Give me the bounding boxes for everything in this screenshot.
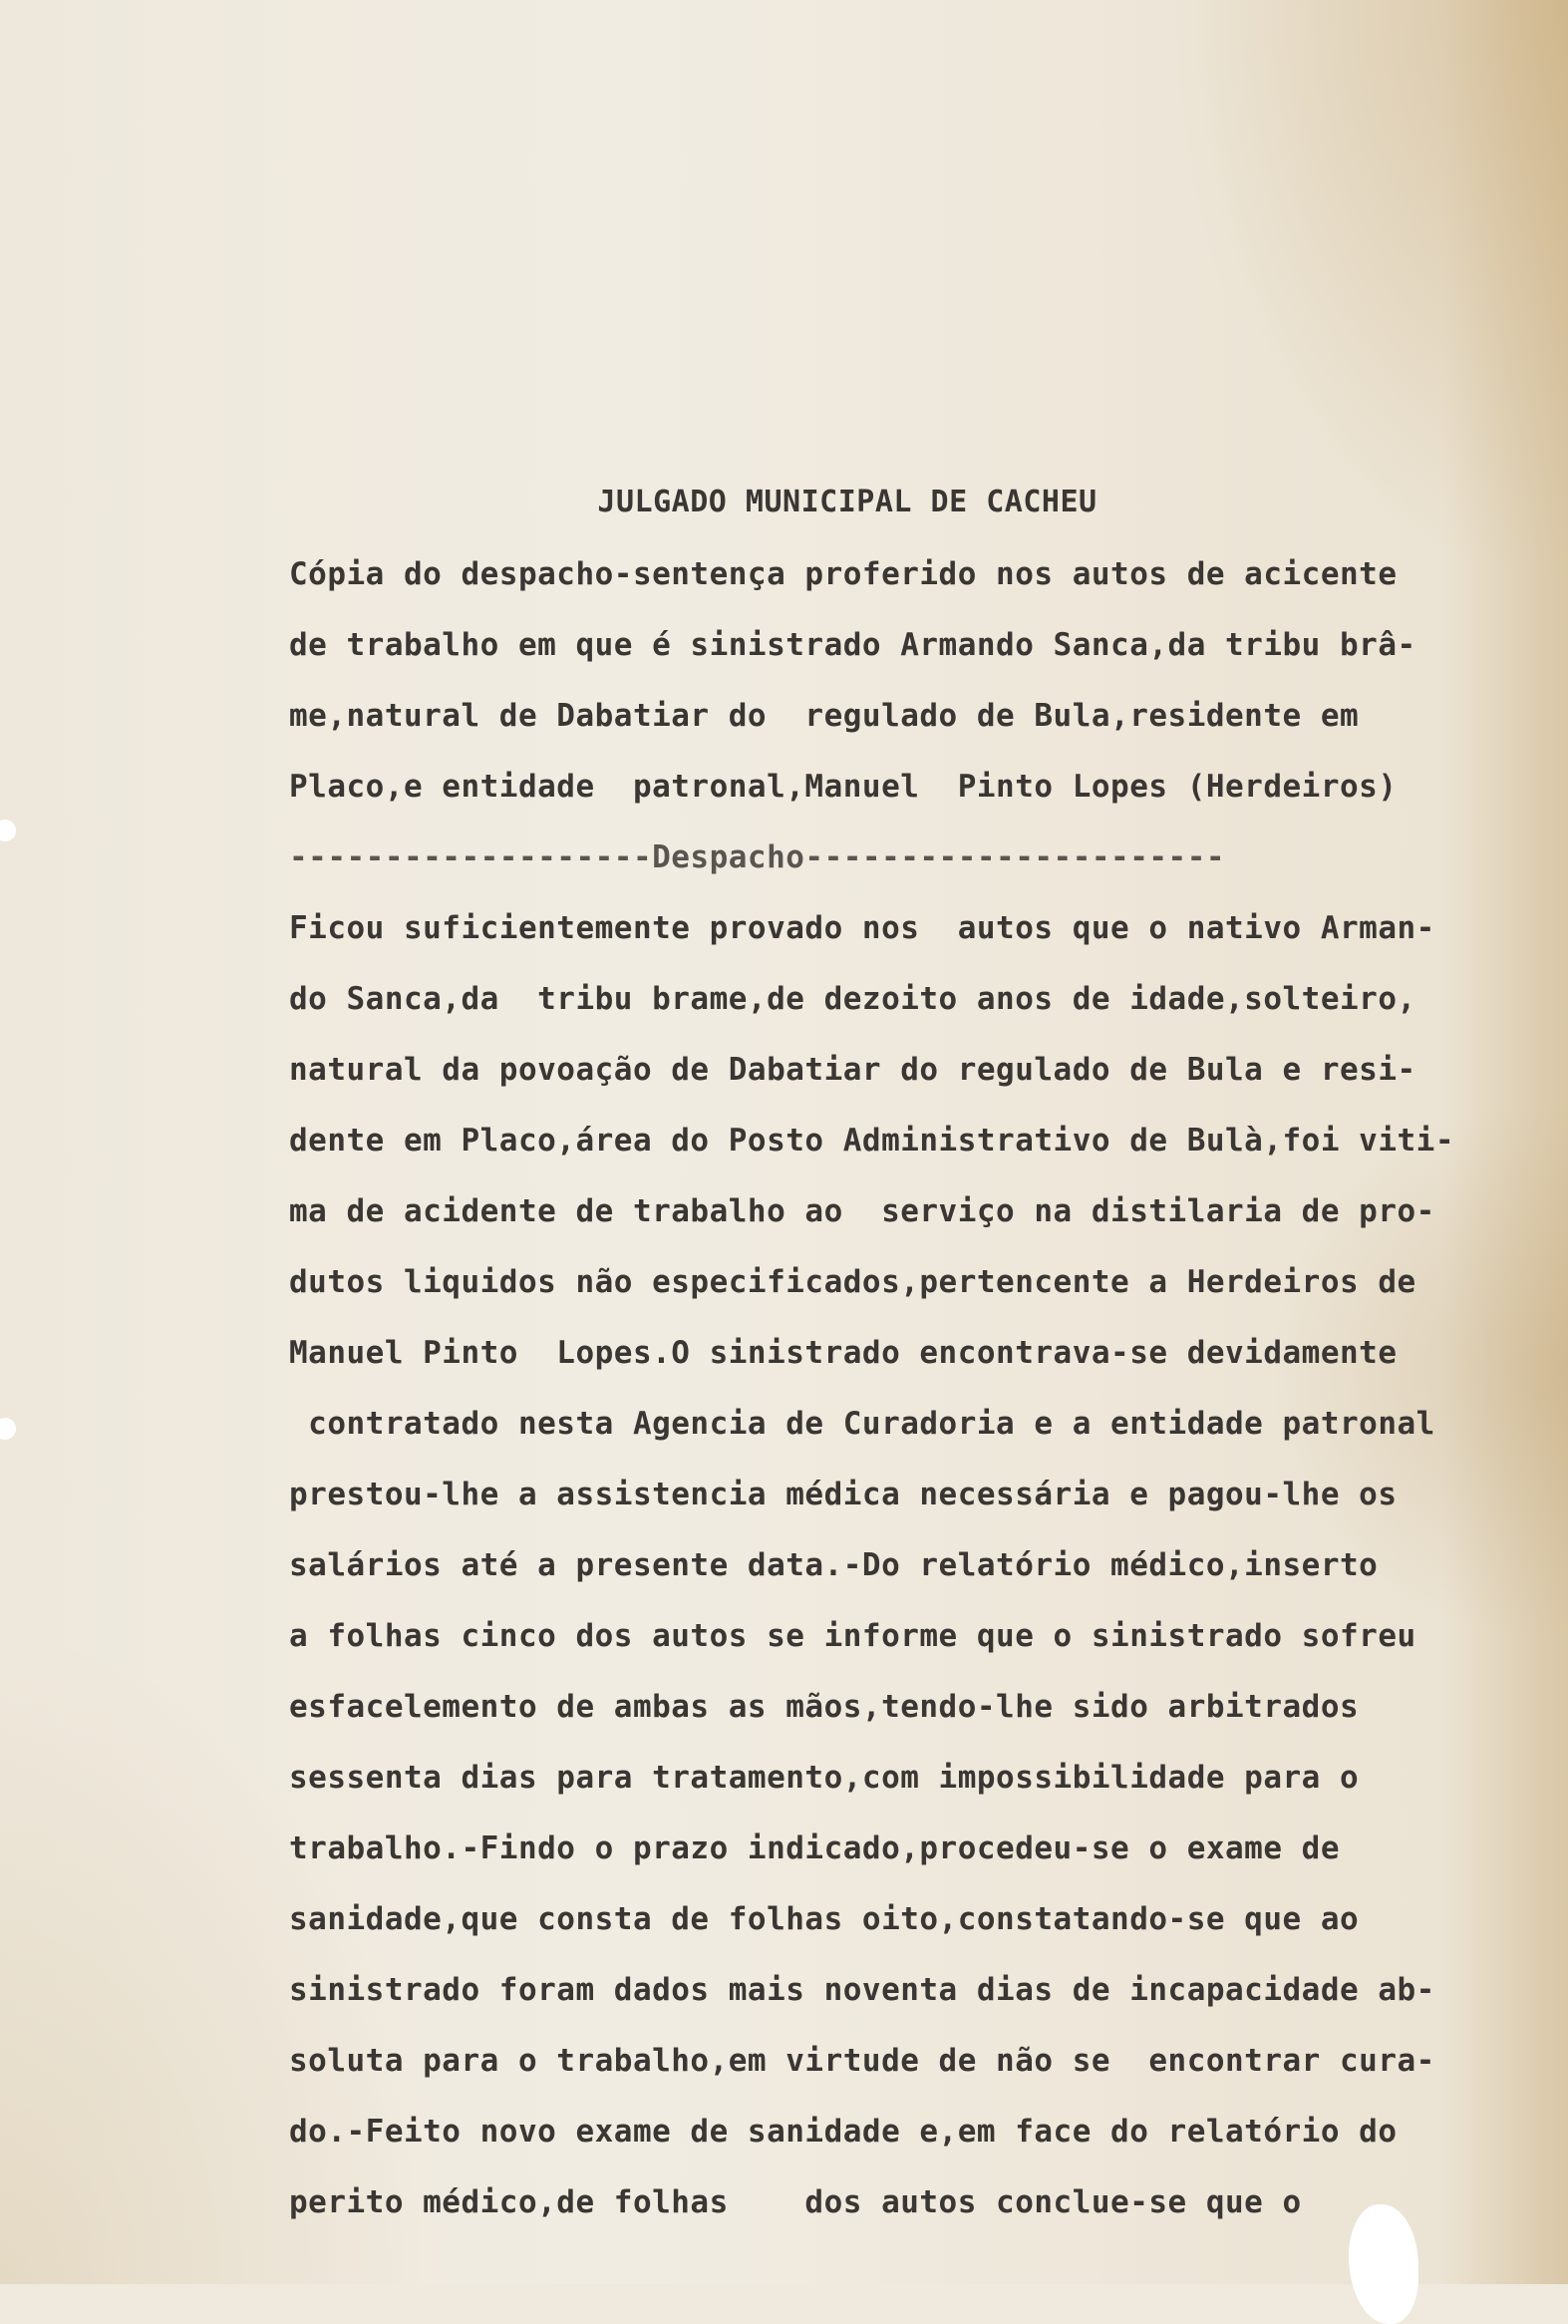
- text-line: contratado nesta Agencia de Curadoria e a entidade patronal: [289, 1406, 1435, 1442]
- text-line: dutos liquidos não especificados,pertencente a Herdeiros de: [289, 1264, 1416, 1300]
- punch-hole: [0, 1418, 16, 1440]
- typed-document: [289, 485, 1485, 2238]
- text-line: Ficou suficientemente provado nos autos que o nativo Arman-: [289, 910, 1435, 946]
- text-line: Cópia do despacho-sentença proferido nos autos de acicente: [289, 556, 1398, 592]
- text-line: do Sanca,da tribu brame,de dezoito anos de idade,solteiro,: [289, 981, 1416, 1017]
- text-line: esfacelemento de ambas as mãos,tendo-lhe sido arbitrados: [289, 1689, 1360, 1725]
- punch-hole: [0, 820, 16, 841]
- text-line: natural da povoação de Dabatiar do regulado de Bula e resi-: [289, 1052, 1416, 1088]
- text-line: me,natural de Dabatiar do regulado de Bula,residente em: [289, 698, 1360, 734]
- text-line: dente em Placo,área do Posto Administrativo de Bulà,foi viti-: [289, 1123, 1454, 1159]
- text-line: sinistrado foram dados mais noventa dias de incapacidade ab-: [289, 1972, 1435, 2008]
- text-line: prestou-lhe a assistencia médica necessária e pagou-lhe os: [289, 1477, 1398, 1512]
- text-line: de trabalho em que é sinistrado Armando Sanca,da tribu brâ-: [289, 627, 1416, 663]
- text-line: sessenta dias para tratamento,com impossibilidade para o: [289, 1760, 1360, 1796]
- section-divider: -------------------Despacho----------------------: [289, 839, 1226, 875]
- text-line: ma de acidente de trabalho ao serviço na distilaria de pro-: [289, 1193, 1435, 1229]
- text-line: Manuel Pinto Lopes.O sinistrado encontrava-se devidamente: [289, 1335, 1398, 1371]
- text-line: trabalho.-Findo o prazo indicado,procedeu-se o exame de: [289, 1830, 1340, 1866]
- text-line: salários até a presente data.-Do relatório médico,inserto: [289, 1547, 1379, 1583]
- text-line: Placo,e entidade patronal,Manuel Pinto Lopes (Herdeiros): [289, 769, 1398, 805]
- text-line: sanidade,que consta de folhas oito,constatando-se que ao: [289, 1901, 1360, 1937]
- text-line: do.-Feito novo exame de sanidade e,em face do relatório do: [289, 2114, 1398, 2150]
- document-title: JULGADO MUNICIPAL DE CACHEU: [597, 485, 1098, 519]
- text-line: perito médico,de folhas dos autos conclue-se que o: [289, 2184, 1302, 2220]
- text-line: a folhas cinco dos autos se informe que o sinistrado sofreu: [289, 1618, 1416, 1654]
- text-line: soluta para o trabalho,em virtude de não se encontrar cura-: [289, 2043, 1435, 2079]
